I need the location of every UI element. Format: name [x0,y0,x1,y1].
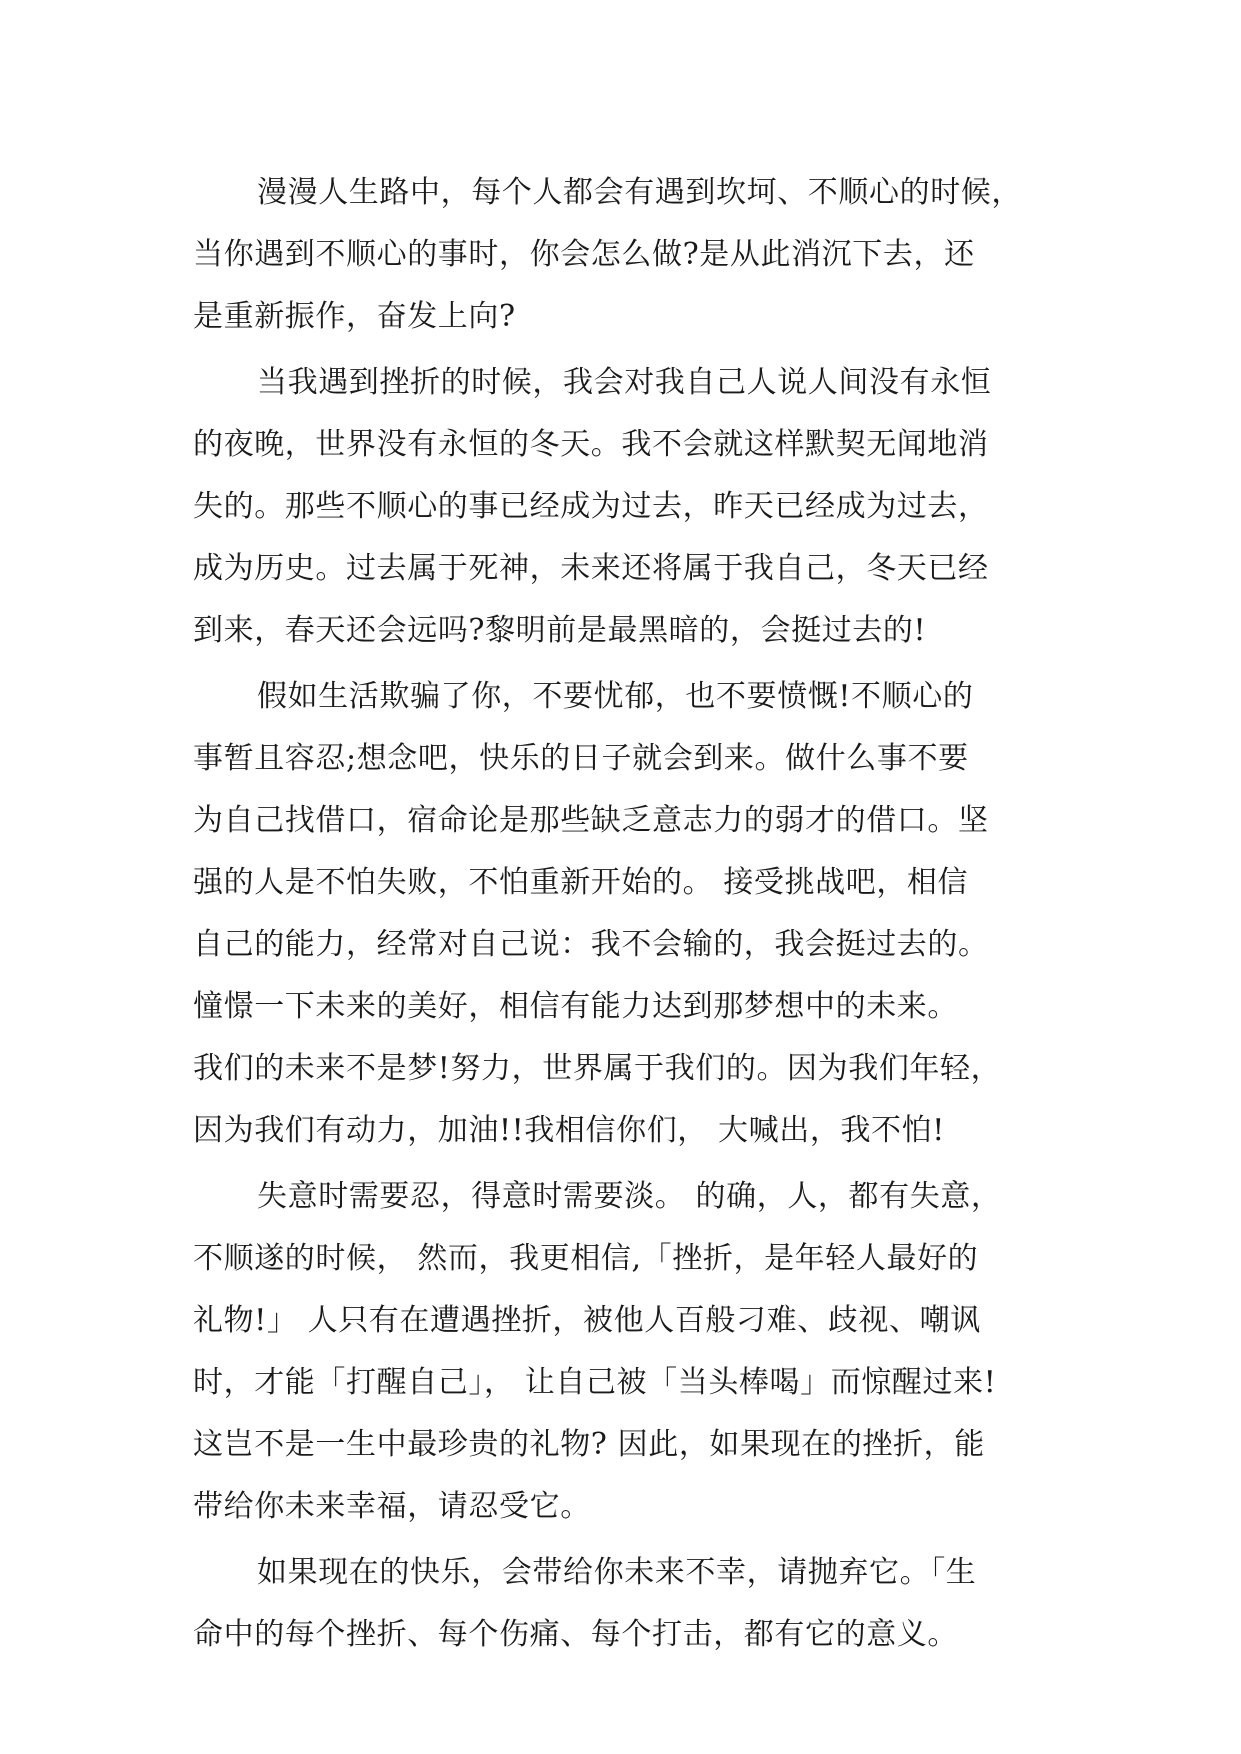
text-line: 失的。那些不顺心的事已经成为过去，昨天已经成为过去， [193,489,989,524]
text-line: 我们的未来不是梦!努力，世界属于我们的。因为我们年轻， [193,1051,1002,1086]
text-line: 的夜晚，世界没有永恒的冬天。我不会就这样默契无闻地消 [193,427,989,462]
text-line: 当你遇到不顺心的事时，你会怎么做?是从此消沉下去，还 [193,237,975,272]
text-line: 憧憬一下未来的美好，相信有能力达到那梦想中的未来。 [193,989,958,1024]
text-line: 自己的能力，经常对自己说：我不会输的，我会挺过去的。 [193,927,989,962]
text-line: 为自己找借口，宿命论是那些缺乏意志力的弱才的借口。坚 [193,803,989,838]
paragraph-5 [193,1542,1073,1666]
text-line: 时，才能「打醒自己」， 让自己被「当头棒喝」而惊醒过来! [193,1365,997,1400]
document-body [193,162,1073,1666]
text-line: 如果现在的快乐，会带给你未来不幸，请抛弃它。「生 [257,1555,977,1590]
text-line: 漫漫人生路中，每个人都会有遇到坎坷、不顺心的时候， [257,175,1022,210]
text-line: 带给你未来幸福，请忍受它。 [193,1489,591,1524]
paragraph-2 [193,352,1073,662]
paragraph-3 [193,666,1073,1162]
text-line: 失意时需要忍，得意时需要淡。 的确，人，都有失意， [257,1179,1002,1214]
text-line: 礼物!」 人只有在遭遇挫折，被他人百般刁难、歧视、嘲讽 [193,1303,981,1338]
paragraph-1 [193,162,1073,348]
text-line: 当我遇到挫折的时候，我会对我自己人说人间没有永恒 [257,365,992,400]
text-line: 强的人是不怕失败，不怕重新开始的。 接受挑战吧，相信 [193,865,969,900]
text-line: 是重新振作，奋发上向? [193,299,516,334]
text-line: 到来，春天还会远吗?黎明前是最黑暗的，会挺过去的! [193,613,927,648]
text-line: 成为历史。过去属于死神，未来还将属于我自己，冬天已经 [193,551,989,586]
text-line: 事暂且容忍;想念吧，快乐的日子就会到来。做什么事不要 [193,741,969,776]
text-line: 因为我们有动力，加油!!我相信你们， 大喊出，我不怕! [193,1113,945,1148]
paragraph-4 [193,1166,1073,1538]
text-line: 不顺遂的时候， 然而，我更相信,「挫折，是年轻人最好的 [193,1241,979,1276]
text-line: 假如生活欺骗了你，不要忧郁，也不要愤慨!不顺心的 [257,679,974,714]
text-line: 这岂不是一生中最珍贵的礼物? 因此，如果现在的挫折，能 [193,1427,985,1462]
text-line: 命中的每个挫折、每个伤痛、每个打击，都有它的意义。 [193,1617,958,1652]
